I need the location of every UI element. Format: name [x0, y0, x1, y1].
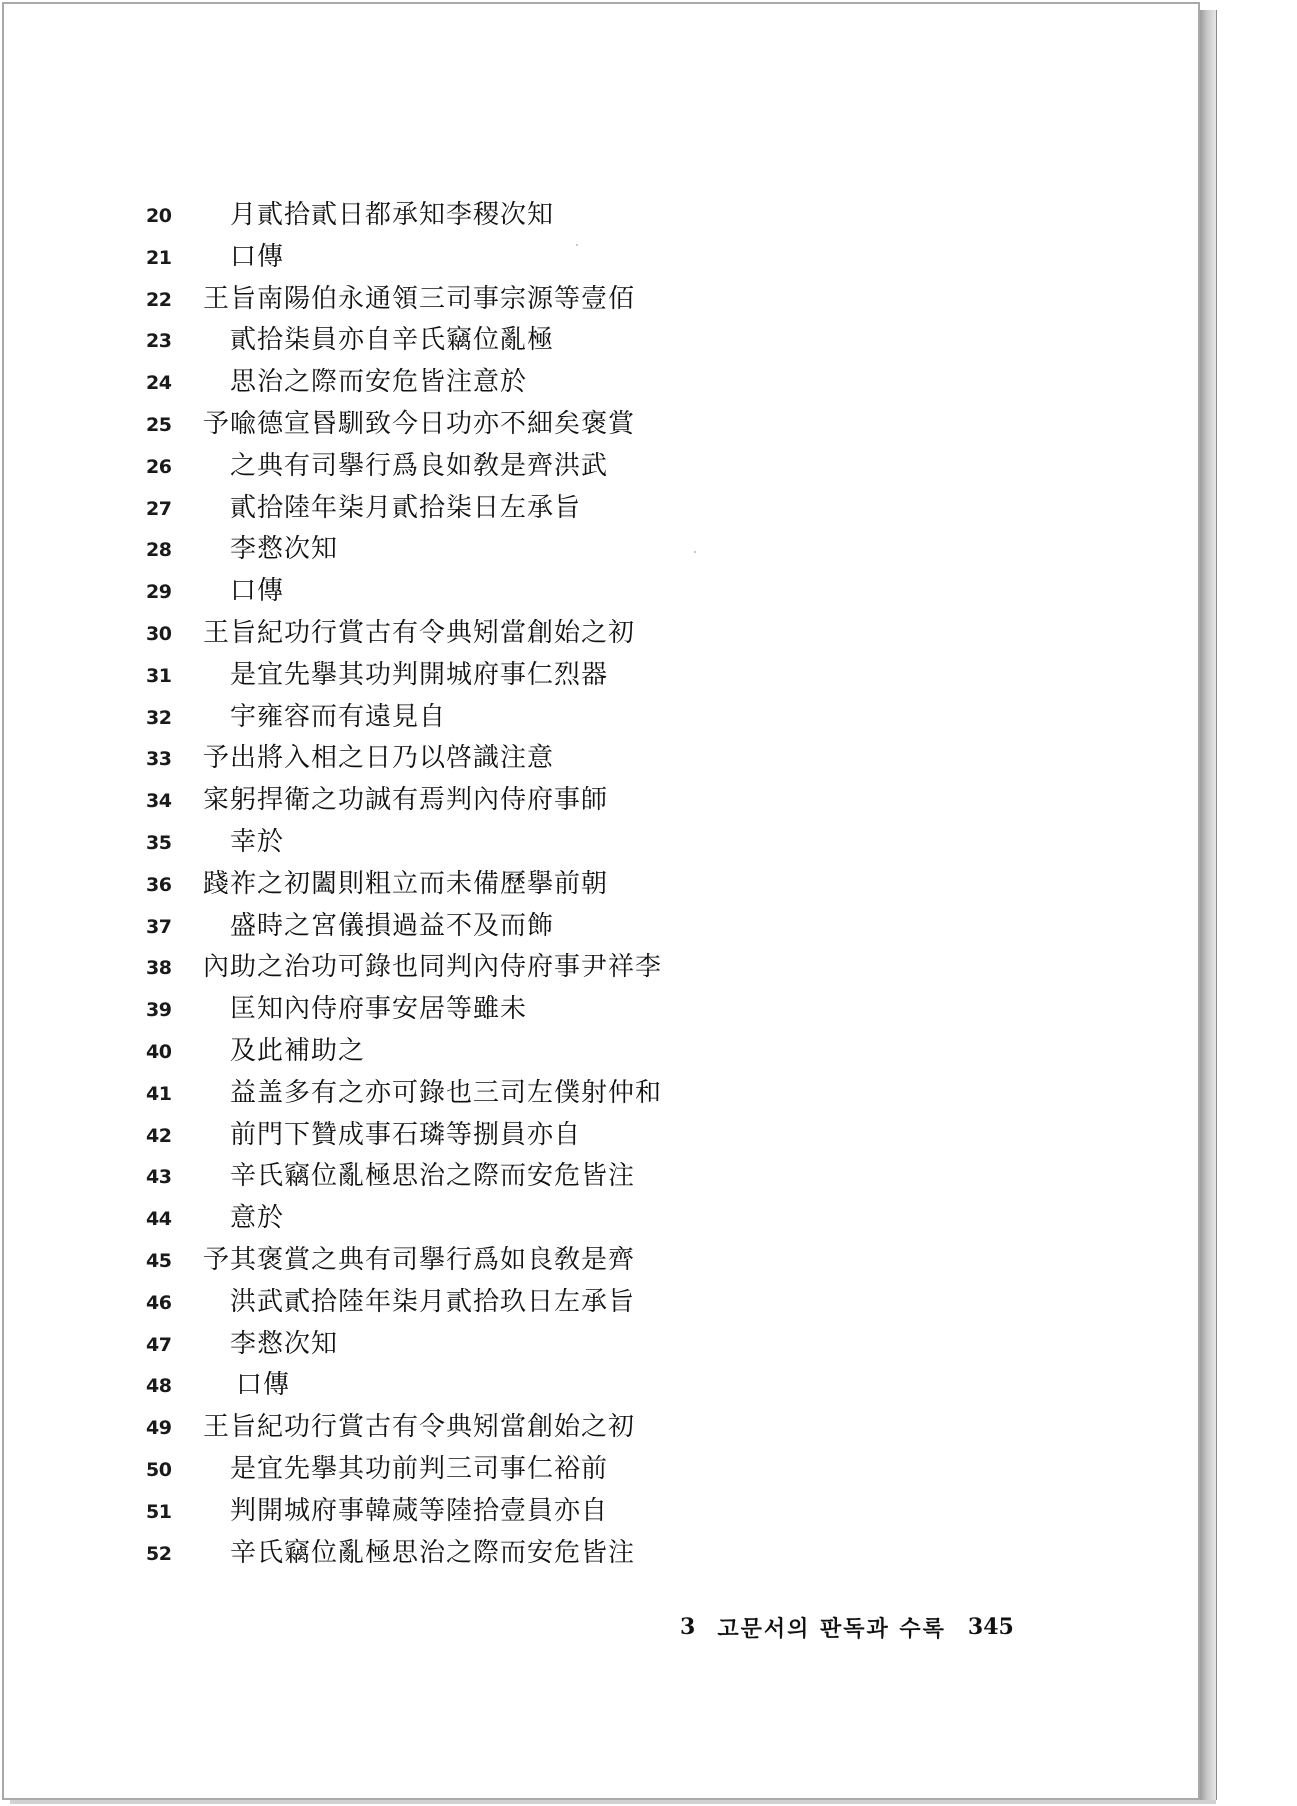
line-text: 盛時之宮儀損過益不及而飾 [230, 911, 555, 941]
page-footer [680, 1610, 1014, 1644]
line-number: 44 [146, 1208, 172, 1230]
line-number: 29 [146, 581, 172, 603]
line-number: 22 [146, 289, 172, 311]
line-text: 內助之治功可錄也同判內侍府事尹祥李 [203, 952, 663, 982]
document-line [4, 1242, 764, 1278]
line-number: 24 [146, 372, 172, 394]
document-line [4, 991, 764, 1027]
document-line [4, 1200, 764, 1236]
line-text: 王旨南陽伯永通領三司事宗源等壹佰 [203, 284, 636, 314]
line-text: 匡知內侍府事安居等雖未 [230, 994, 528, 1024]
document-line [4, 1117, 764, 1153]
document-line [4, 657, 764, 693]
line-number: 41 [146, 1083, 172, 1105]
document-line [4, 1326, 764, 1362]
line-number: 47 [146, 1334, 172, 1356]
document-line [4, 239, 764, 275]
document-line [4, 615, 764, 651]
line-number: 46 [146, 1292, 172, 1314]
document-line [4, 949, 764, 985]
document-line [4, 573, 764, 609]
line-text: 李慦次知 [230, 1329, 339, 1359]
document-line [4, 281, 764, 317]
line-number: 50 [146, 1459, 172, 1481]
line-number: 48 [146, 1375, 172, 1397]
chapter-title: 고문서의 판독과 수록 [717, 1615, 946, 1642]
line-text: 之典有司擧行爲良如敎是齊洪武 [230, 451, 609, 481]
document-line [4, 699, 764, 735]
line-number: 43 [146, 1166, 172, 1188]
line-number: 37 [146, 916, 172, 938]
line-number: 42 [146, 1125, 172, 1147]
document-line [4, 1284, 764, 1320]
line-text: 月貳拾貳日都承知李稷次知 [230, 200, 555, 230]
line-text: 洪武貳拾陸年柒月貳拾玖日左承旨 [230, 1287, 636, 1317]
line-number: 39 [146, 999, 172, 1021]
line-text: 及此補助之 [230, 1036, 366, 1066]
line-number: 30 [146, 623, 172, 645]
line-number: 34 [146, 790, 172, 812]
document-line [4, 1075, 764, 1111]
line-number: 28 [146, 539, 172, 561]
document-line [4, 1158, 764, 1194]
page-number: 345 [967, 1614, 1014, 1640]
line-number: 52 [146, 1543, 172, 1565]
line-number: 26 [146, 456, 172, 478]
page-edge-shadow [1200, 10, 1217, 1800]
line-number: 31 [146, 665, 172, 687]
line-text: 辛氏竊位亂極思治之際而安危皆注 [230, 1538, 636, 1568]
line-number: 38 [146, 957, 172, 979]
document-line [4, 1409, 764, 1445]
line-text: 宇雍容而有遠見自 [230, 702, 447, 732]
document-line [4, 1033, 764, 1069]
line-number: 32 [146, 707, 172, 729]
line-text: 踐祚之初闔則粗立而未備歷擧前朝 [203, 869, 609, 899]
document-line [4, 531, 764, 567]
page-bottom-shadow [10, 1800, 1216, 1804]
line-number: 23 [146, 330, 172, 352]
line-text: 李慦次知 [230, 534, 339, 564]
document-line [4, 866, 764, 902]
line-text: 是宜先擧其功前判三司事仁裕前 [230, 1454, 609, 1484]
line-text: 辛氏竊位亂極思治之際而安危皆注 [230, 1161, 636, 1191]
line-text: 幸於 [230, 827, 285, 857]
document-line [4, 824, 764, 860]
document-line [4, 490, 764, 526]
line-number: 25 [146, 414, 172, 436]
line-text: 予其褒賞之典有司擧行爲如良敎是齊 [203, 1245, 636, 1275]
line-text: 予喩德宣昬馴致今日功亦不細矣褒賞 [203, 409, 636, 439]
book-page [2, 2, 1200, 1800]
line-number: 51 [146, 1501, 172, 1523]
line-number: 35 [146, 832, 172, 854]
document-line [4, 406, 764, 442]
document-line [4, 364, 764, 400]
scan-speck [694, 551, 696, 553]
scan-speck [576, 244, 578, 246]
line-text: 王旨紀功行賞古有令典矧當創始之初 [203, 1412, 636, 1442]
document-line [4, 1535, 764, 1571]
line-text: 口傳 [230, 576, 285, 606]
document-lines [4, 4, 1198, 1798]
line-text: 予出將入相之日乃以啓識注意 [203, 743, 555, 773]
document-line [4, 908, 764, 944]
line-text: 貳拾柒員亦自辛氏竊位亂極 [230, 325, 555, 355]
line-text: 判開城府事韓蒇等陸拾壹員亦自 [230, 1496, 609, 1526]
line-text: 思治之際而安危皆注意於 [230, 367, 528, 397]
line-text: 意於 [230, 1203, 285, 1233]
line-text: 貳拾陸年柒月貳拾柒日左承旨 [230, 493, 582, 523]
document-line [4, 740, 764, 776]
line-text: 口傳 [236, 1370, 291, 1400]
line-number: 40 [146, 1041, 172, 1063]
line-number: 33 [146, 748, 172, 770]
line-text: 王旨紀功行賞古有令典矧當創始之初 [203, 618, 636, 648]
line-number: 49 [146, 1417, 172, 1439]
line-number: 20 [146, 205, 172, 227]
line-text: 口傳 [230, 242, 285, 272]
document-line [4, 782, 764, 818]
document-line [4, 197, 764, 233]
line-number: 21 [146, 247, 172, 269]
line-number: 45 [146, 1250, 172, 1272]
document-line [4, 322, 764, 358]
chapter-number: 3 [680, 1614, 696, 1640]
document-line [4, 1451, 764, 1487]
line-text: 前門下贊成事石璘等捌員亦自 [230, 1120, 582, 1150]
document-line [4, 1493, 764, 1529]
document-line [4, 448, 764, 484]
line-text: 是宜先擧其功判開城府事仁烈器 [230, 660, 609, 690]
line-number: 27 [146, 498, 172, 520]
line-number: 36 [146, 874, 172, 896]
line-text: 益盖多有之亦可錄也三司左僕射仲和 [230, 1078, 663, 1108]
document-line [4, 1367, 764, 1403]
line-text: 寀躬捍衛之功誠有焉判內侍府事師 [203, 785, 609, 815]
